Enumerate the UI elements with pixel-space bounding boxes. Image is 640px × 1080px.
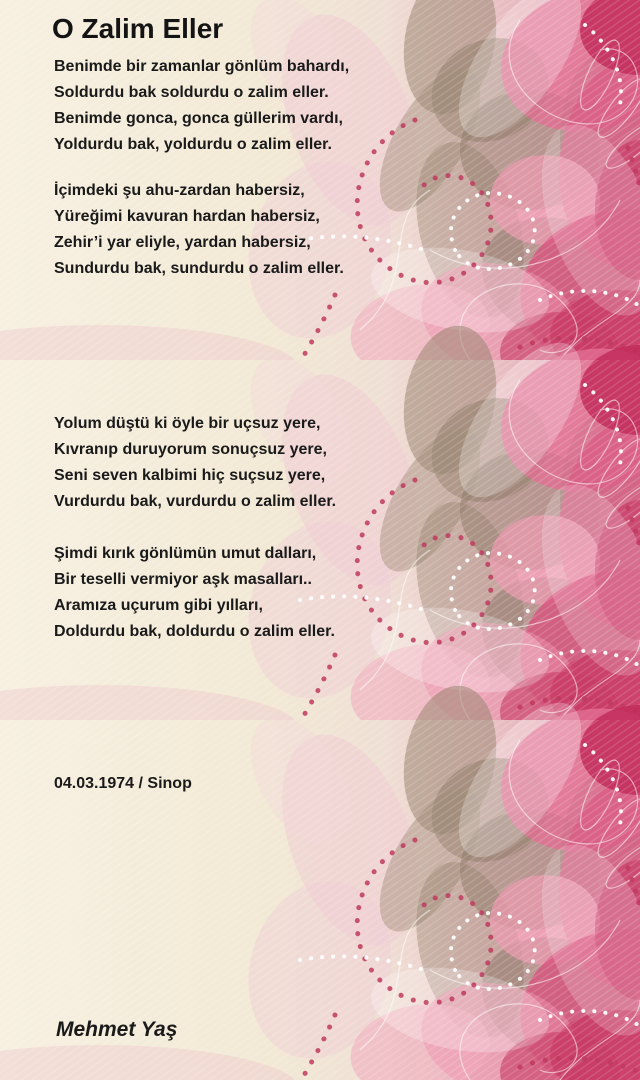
poem-line: Kıvranıp duruyorum sonuçsuz yere, [54,441,327,458]
poem-line: Benimde gonca, gonca güllerim vardı, [54,110,343,127]
stanza-4 [54,541,335,645]
poem-line: Sundurdu bak, sundurdu o zalim eller. [54,260,344,277]
poem-line: Seni seven kalbimi hiç suçsuz yere, [54,467,326,484]
poem-line: Yolum düştü ki öyle bir uçsuz yere, [54,415,321,432]
poem-line: Benimde bir zamanlar gönlüm bahardı, [54,58,350,75]
author-name: Mehmet Yaş [56,1018,178,1041]
poem-line: Bir teselli vermiyor aşk masalları.. [54,571,312,588]
poem-line: Yoldurdu bak, yoldurdu o zalim eller. [54,136,332,153]
stanza-2 [54,178,344,282]
poem-line: İçimdeki şu ahu-zardan habersiz, [54,182,305,199]
stanza-1 [54,54,349,158]
date-location: 04.03.1974 / Sinop [54,775,192,792]
poem-line: Yüreğimi kavuran hardan habersiz, [54,208,320,225]
poem-line: Şimdi kırık gönlümün umut dalları, [54,545,317,562]
poem-line: Soldurdu bak soldurdu o zalim eller. [54,84,329,101]
poem-title: O Zalim Eller [52,13,224,44]
poem-line: Doldurdu bak, doldurdu o zalim eller. [54,623,335,640]
poem-line: Aramıza uçurum gibi yılları, [54,597,263,614]
stanza-3 [54,411,336,515]
poem-line: Vurdurdu bak, vurdurdu o zalim eller. [54,493,337,510]
poem-line: Zehir’i yar eliyle, yardan habersiz, [54,234,311,251]
